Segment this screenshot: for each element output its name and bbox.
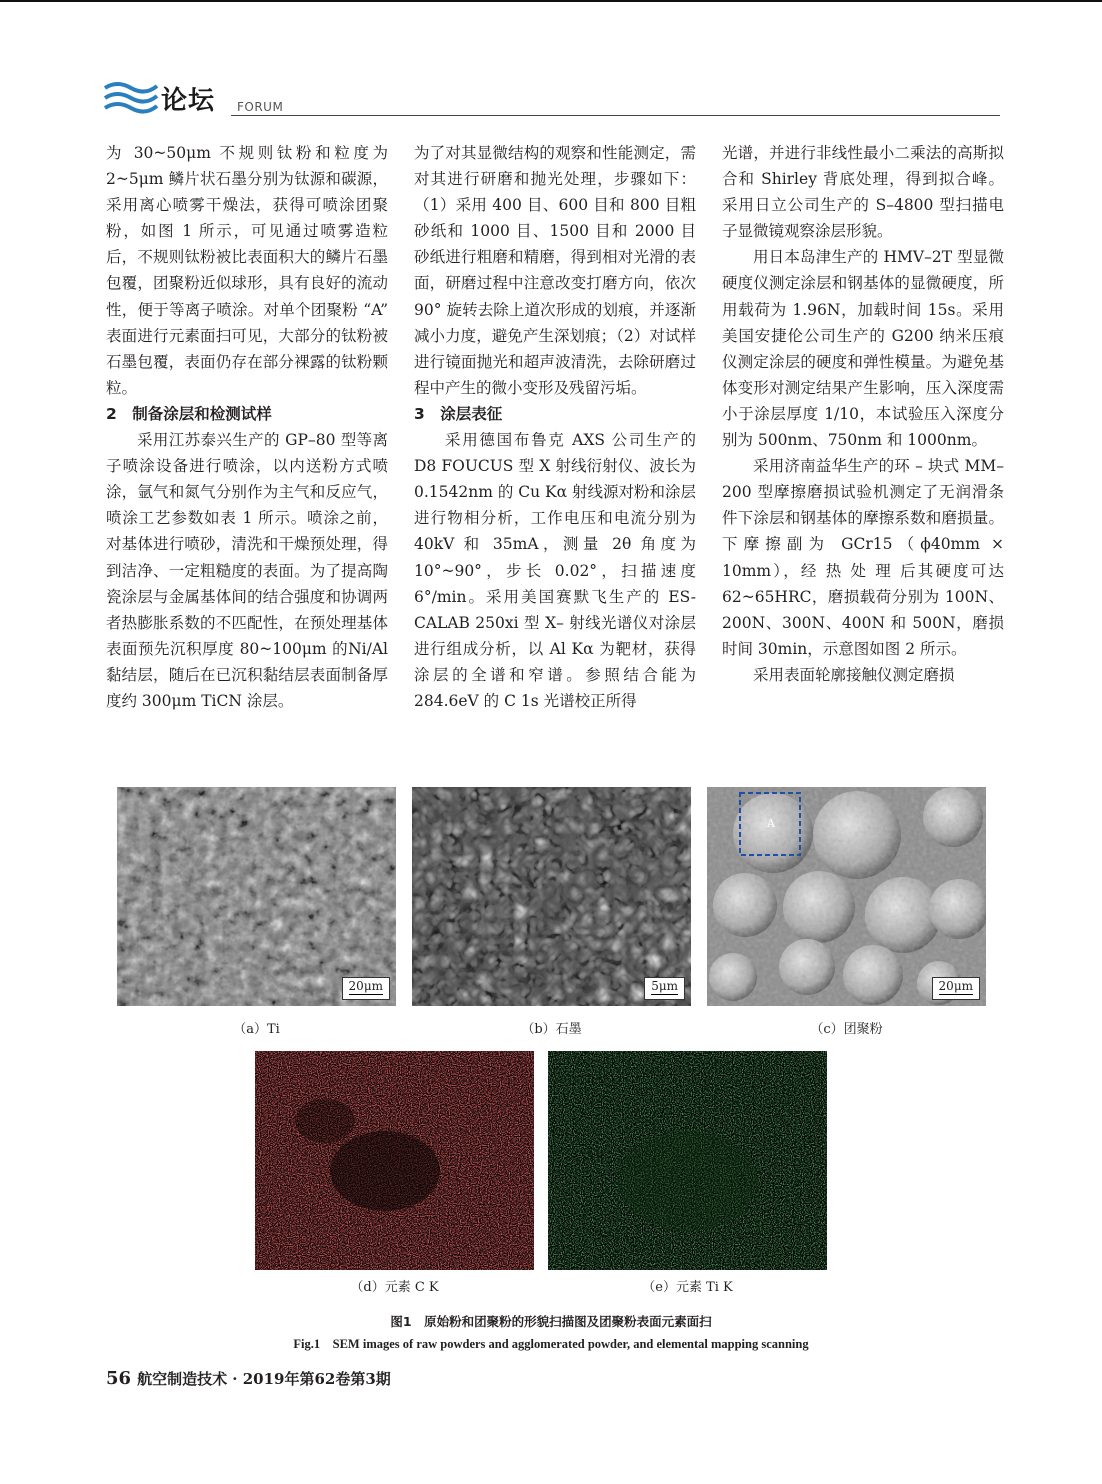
- page-footer: [106, 1368, 391, 1389]
- section-title: 论坛: [161, 86, 216, 116]
- map-c-texture: [255, 1051, 534, 1270]
- text-column-2: [414, 140, 696, 714]
- scale-label: 20μm: [938, 979, 973, 993]
- journal-info: 航空制造技术 · 2019年第62卷第3期: [137, 1370, 391, 1388]
- sem-agglomerated-spheres: [707, 787, 986, 1006]
- header-rule: [231, 115, 1000, 116]
- element-map-c: [255, 1051, 534, 1270]
- text-column-3: [722, 140, 1004, 688]
- paragraph: 采用江苏泰兴生产的 GP–80 型等离子喷涂设备进行喷涂，以内送粉方式喷涂，氩气和氮气分别作为主气和反应气，喷涂工艺参数如表 1 所示。喷涂之前，对基体进行喷砂，清洗和干燥预处理，得到洁净、一定粗糙度的表面。为了提高陶瓷涂层与金属基体间的结合强度和协调两者热膨胀系数的不匹配性，在预处理基体表面预先沉积厚度 80~100μm 的Ni/Al 黏结层，随后在已沉积黏结层表面制备厚度约 300μm TiCN 涂层。: [106, 431, 388, 710]
- scale-bar: [644, 977, 685, 1000]
- page-header: [103, 70, 1000, 122]
- map-ti-texture: [548, 1051, 827, 1270]
- paragraph: 用日本岛津生产的 HMV–2T 型显微硬度仪测定涂层和钢基体的显微硬度，所用载荷为 1.96N，加载时间 15s。采用美国安捷伦公司生产的 G200 纳米压痕仪测定涂层的硬度和弹性模量。为避免基体变形对测定结果产生影响，压入深度需小于涂层厚度 1/10，本试验压入深度分别为 500nm、750nm 和 1000nm。: [722, 248, 1004, 450]
- paragraph: 采用济南益华生产的环 – 块式 MM–200 型摩擦磨损试验机测定了无润滑条件下涂层和钢基体的摩擦系数和磨损量。下摩擦副为 GCr15（ϕ40mm × 10mm），经 热 处 理 后其硬度可达 62~65HRC，磨损载荷分别为 100N、200N、300N、400N 和 500N，磨损时间 30min，示意图如图 2 所示。: [722, 457, 1004, 658]
- paragraph: 采用表面轮廓接触仪测定磨损: [753, 665, 955, 684]
- paragraph: 为 30~50μm 不规则钛粉和粒度为2~5μm 鳞片状石墨分别为钛源和碳源，采用离心喷雾干燥法，获得可喷涂团聚粉，如图 1 所示，可见通过喷雾造粒后，不规则钛粉被比表面积大的鳞片石墨包覆，团聚粉近似球形，具有良好的流动性，便于等离子喷涂。对单个团聚粉 “A” 表面进行元素面扫可见，大部分的钛粉被石墨包覆，表面仍存在部分裸露的钛粉颗粒。: [106, 144, 388, 397]
- scale-label: 20μm: [348, 979, 383, 993]
- subcaption-a: （a）Ti: [233, 1022, 280, 1037]
- top-rule: [0, 0, 1102, 2]
- subcaption-b: （b）石墨: [521, 1022, 582, 1037]
- section-heading: 2 制备涂层和检测试样: [106, 404, 272, 423]
- text-column-1: [106, 140, 388, 714]
- paragraph: 为了对其显微结构的观察和性能测定，需对其进行研磨和抛光处理，步骤如下：（1）采用 400 目、600 目和 800 目粗砂纸和 1000 目、1500 目和 2000 目砂纸进行粗磨和精磨，得到相对光滑的表面，研磨过程中注意改变打磨方向，依次 90° 旋转去除上道次形成的划痕，并逐渐减小力度，避免产生深划痕；（2）对试样进行镜面抛光和超声波清洗，去除研磨过程中产生的微小变形及残留污垢。: [414, 144, 696, 397]
- paragraph: 光谱，并进行非线性最小二乘法的高斯拟合和 Shirley 背底处理，得到拟合峰。采用日立公司生产的 S–4800 型扫描电子显微镜观察涂层形貌。: [722, 144, 1004, 241]
- sem-image-agglomerated: [707, 787, 986, 1006]
- element-map-ti: [548, 1051, 827, 1270]
- scale-bar: [932, 977, 980, 1000]
- sem-graphite-texture: [412, 787, 691, 1006]
- sem-ti-texture: [117, 787, 396, 1006]
- subcaption-c: （c）团聚粉: [810, 1022, 883, 1037]
- section-subtitle: FORUM: [237, 100, 284, 114]
- paragraph: 采用德国布鲁克 AXS 公司生产的 D8 FOUCUS 型 X 射线衍射仪、波长为 0.1542nm 的 Cu Kα 射线源对粉和涂层进行物相分析，工作电压和电流分别为 40kV 和 35mA，测量 2θ 角度为 10°~90°，步长 0.02°，扫描速度 6°/min。采用美国赛默飞生产的 ES-CALAB 250xi 型 X– 射线光谱仪对涂层进行组成分析，以 Al Kα 为靶材，获得涂层的全谱和窄谱。参照结合能为 284.6eV 的 C 1s 光谱校正所得: [414, 431, 697, 710]
- subcaption-e: （e）元素 Ti K: [642, 1280, 733, 1295]
- section-heading: 3 涂层表征: [414, 404, 503, 423]
- sem-image-ti: [117, 787, 396, 1006]
- sem-image-graphite: [412, 787, 691, 1006]
- marker-a: A: [767, 817, 775, 830]
- scale-label: 5μm: [651, 979, 678, 993]
- subcaption-d: （d）元素 C K: [350, 1280, 439, 1295]
- scale-bar: [342, 977, 390, 1000]
- wave-logo-icon: [103, 78, 159, 118]
- figure-caption-cn: 图1 原始粉和团聚粉的形貌扫描图及团聚粉表面元素面扫: [390, 1314, 712, 1329]
- figure-caption-en: Fig.1 SEM images of raw powders and agglomerated powder, and elemental mapping scanning: [293, 1337, 809, 1351]
- page-number: 56: [106, 1368, 132, 1389]
